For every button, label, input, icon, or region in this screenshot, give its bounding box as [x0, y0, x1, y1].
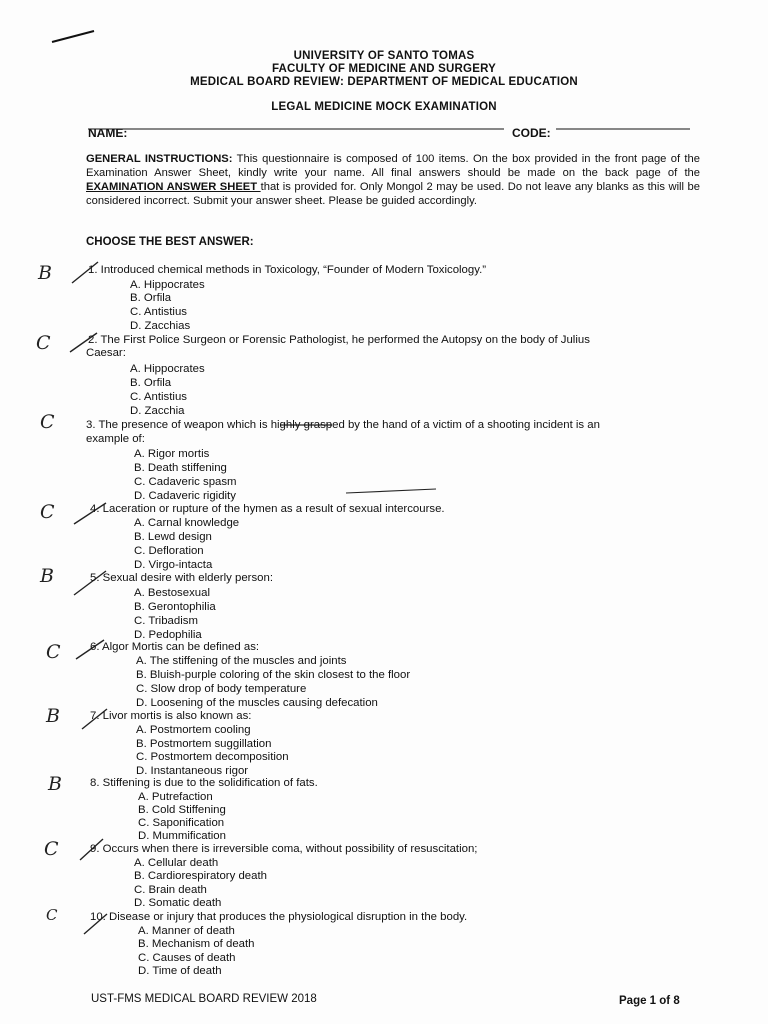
handwritten-answer-4: C: [40, 501, 55, 523]
option: C. Defloration: [134, 545, 204, 557]
question-text: Introduced chemical methods in Toxicology, “Founder of Modern Toxicology.”: [100, 264, 487, 276]
question-1: [88, 264, 486, 278]
general-instructions: [86, 153, 700, 209]
question-number: 4.: [90, 503, 100, 515]
option: B. Gerontophilia: [134, 601, 216, 613]
question-8: [90, 777, 318, 791]
code-label: CODE:: [512, 126, 551, 140]
option: C. Slow drop of body temperature: [136, 683, 307, 695]
question-2: [88, 334, 590, 348]
option: C. Saponification: [138, 817, 225, 829]
handwritten-answer-8: B: [48, 773, 62, 795]
department-name: MEDICAL BOARD REVIEW: DEPARTMENT OF MEDICAL EDUCATION: [190, 76, 578, 88]
question-7: [90, 710, 251, 724]
option: B. Cardiorespiratory death: [134, 870, 267, 882]
option: D. Mummification: [138, 830, 226, 842]
option: C. Antistius: [130, 391, 187, 403]
option: D. Time of death: [138, 965, 222, 977]
question-4: [90, 503, 445, 517]
question-text: Laceration or rupture of the hymen as a result of sexual intercourse.: [102, 503, 445, 515]
option: C. Postmortem decomposition: [136, 751, 289, 763]
question-number: 10.: [90, 911, 106, 923]
option: D. Zacchia: [130, 405, 185, 417]
option: D. Somatic death: [134, 897, 222, 909]
option: B. Cold Stiffening: [138, 804, 226, 816]
option: C. Causes of death: [138, 952, 236, 964]
option: A. Manner of death: [138, 925, 235, 937]
handwritten-answer-10: C: [46, 906, 58, 924]
footer-title: UST-FMS MEDICAL BOARD REVIEW 2018: [91, 993, 317, 1005]
handwritten-answer-6: C: [46, 641, 61, 663]
option: A. Cellular death: [134, 857, 219, 869]
option: B. Mechanism of death: [138, 938, 255, 950]
option: A. Hippocrates: [130, 279, 205, 291]
question-6: [90, 641, 259, 655]
question-text: Disease or injury that produces the physiological disruption in the body.: [109, 911, 468, 923]
option: B. Bluish-purple coloring of the skin closest to the floor: [136, 669, 411, 681]
option: D. Loosening of the muscles causing defecation: [136, 697, 378, 709]
option: C. Antistius: [130, 306, 187, 318]
handwritten-answer-5: B: [40, 565, 54, 587]
option: B. Lewd design: [134, 531, 212, 543]
option: A. Postmortem cooling: [136, 724, 251, 736]
question-text: Stiffening is due to the solidification of fats.: [102, 777, 318, 789]
option: C. Cadaveric spasm: [134, 476, 237, 488]
question-number: 6.: [90, 641, 100, 653]
option: B. Death stiffening: [134, 462, 227, 474]
option: B. Postmortem suggillation: [136, 738, 272, 750]
option: A. The stiffening of the muscles and joints: [136, 655, 347, 667]
question-text: Sexual desire with elderly person:: [102, 572, 273, 584]
instructions-label: GENERAL INSTRUCTIONS:: [86, 153, 233, 165]
option: A. Rigor mortis: [134, 448, 210, 460]
question-number: 7.: [90, 710, 100, 722]
answer-sheet-reference: EXAMINATION ANSWER SHEET: [86, 180, 261, 193]
question-5: [90, 572, 273, 586]
question-number: 5.: [90, 572, 100, 584]
question-text: The First Police Surgeon or Forensic Pathologist, he performed the Autopsy on the body of Julius: [100, 334, 590, 346]
option: D. Instantaneous rigor: [136, 765, 249, 777]
exam-title: LEGAL MEDICINE MOCK EXAMINATION: [271, 101, 497, 113]
choose-best-answer-heading: CHOOSE THE BEST ANSWER:: [86, 236, 254, 248]
university-name: UNIVERSITY OF SANTO TOMAS: [293, 50, 475, 62]
question-9: [90, 843, 477, 857]
question-number: 8.: [90, 777, 100, 789]
option: A. Putrefaction: [138, 791, 213, 803]
question-text: Occurs when there is irreversible coma, without possibility of resuscitation;: [102, 843, 478, 855]
question-text: Algor Mortis can be defined as:: [102, 641, 260, 653]
option: A. Hippocrates: [130, 363, 205, 375]
page-number: Page 1 of 8: [619, 995, 680, 1007]
question-10: [90, 911, 467, 925]
question-3-continued: example of:: [86, 433, 145, 445]
option: D. Cadaveric rigidity: [134, 490, 236, 502]
handwritten-answer-2: C: [36, 332, 51, 354]
question-number: 2.: [88, 334, 98, 346]
faculty-name: FACULTY OF MEDICINE AND SURGERY: [271, 63, 497, 75]
option: A. Bestosexual: [134, 587, 210, 599]
instructions-text-1: This questionnaire is composed of 100 items. On the box provided in the front page of the Examination Answer Sheet, kindly write your name. All final answers should be made on the back page of the: [86, 153, 700, 179]
question-number: 9.: [90, 843, 100, 855]
option: D. Pedophilia: [134, 629, 202, 641]
question-number: 1.: [88, 264, 98, 276]
question-3: [86, 419, 600, 433]
name-code-row: [88, 126, 694, 140]
handwritten-answer-7: B: [46, 705, 60, 727]
option: A. Carnal knowledge: [134, 517, 240, 529]
question-text: The presence of weapon which is highly grasped by the hand of a victim of a shooting incident is an: [98, 419, 600, 431]
handwritten-answer-9: C: [44, 838, 59, 860]
option: B. Orfila: [130, 292, 172, 304]
option: D. Virgo-intacta: [134, 559, 213, 571]
question-2-continued: Caesar:: [86, 347, 126, 359]
handwritten-answer-1: B: [38, 262, 52, 284]
instructions-text-2: that is provided for. Only Mongol 2 may be used. Do not leave any blanks as this will be considered incorrect. Submit your answer sheet. Please be guided accordingly.: [86, 180, 700, 207]
option: D. Zacchias: [130, 320, 191, 332]
option: C. Tribadism: [134, 615, 198, 627]
option: B. Orfila: [130, 377, 172, 389]
handwritten-answer-3: C: [40, 411, 55, 433]
name-label: NAME:: [88, 126, 128, 140]
question-number: 3.: [86, 419, 96, 431]
question-text: Livor mortis is also known as:: [102, 710, 252, 722]
option: C. Brain death: [134, 884, 207, 896]
